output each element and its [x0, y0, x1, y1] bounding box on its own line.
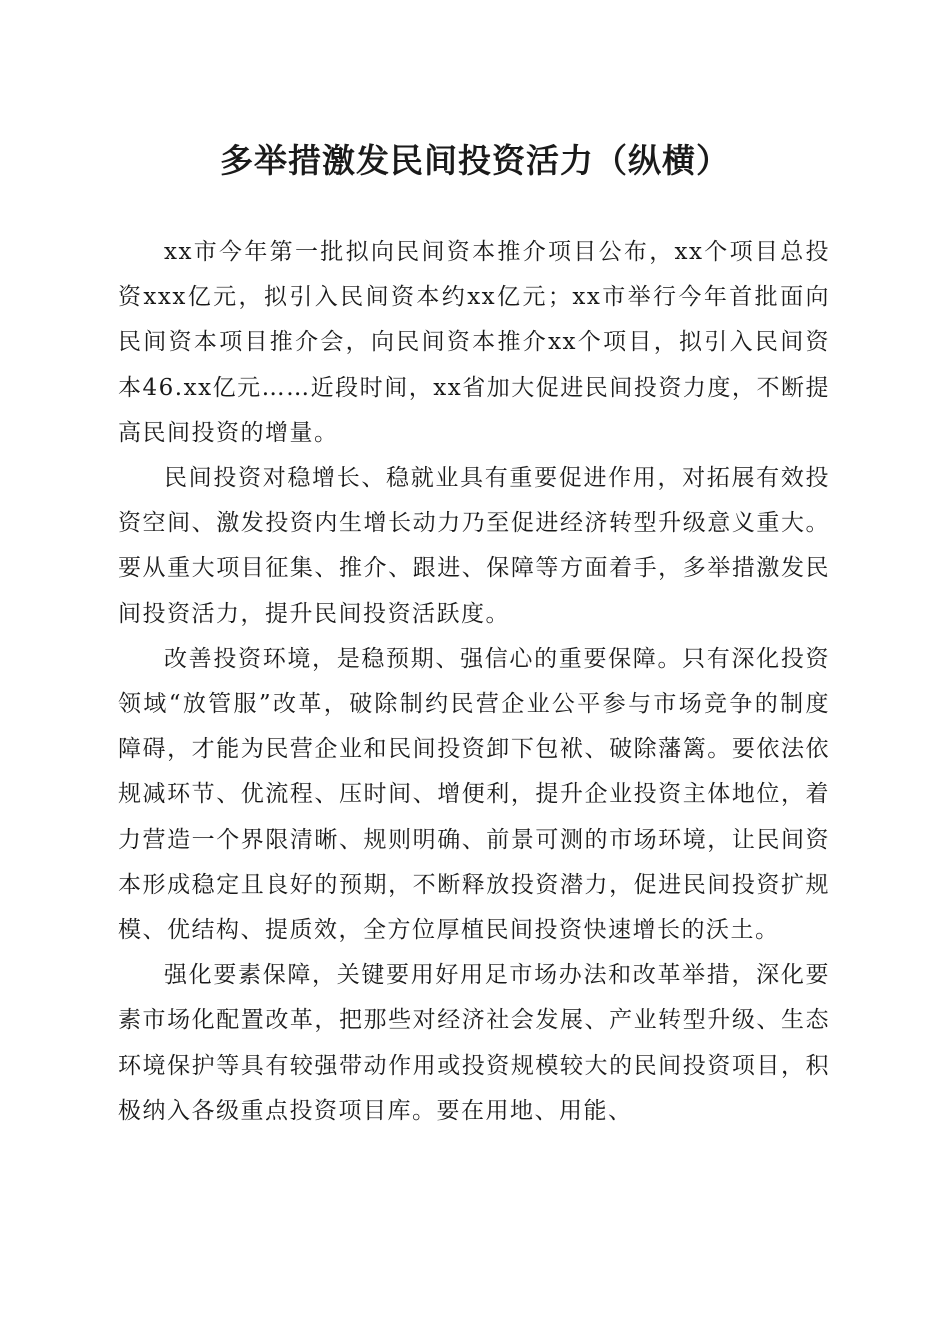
paragraph-1: xx市今年第一批拟向民间资本推介项目公布，xx个项目总投资xxx亿元，拟引入民间资本约xx亿元；xx市举行今年首批面向民间资本项目推介会，向民间资本推介xx个项目，拟引入民间资本46.xx亿元……近段时间，xx省加大促进民间投资力度，不断提高民间投资的增量。: [118, 239, 830, 446]
document-title: 多举措激发民间投资活力（纵横）: [220, 141, 730, 180]
paragraph-4: 强化要素保障，关键要用好用足市场办法和改革举措，深化要素市场化配置改革，把那些对经济社会发展、产业转型升级、生态环境保护等具有较强带动作用或投资规模较大的民间投资项目，积极纳入各级重点投资项目库。要在用地、用能、: [118, 962, 830, 1124]
paragraph-2: 民间投资对稳增长、稳就业具有重要促进作用，对拓展有效投资空间、激发投资内生增长动力乃至促进经济转型升级意义重大。要从重大项目征集、推介、跟进、保障等方面着手，多举措激发民间投资活力，提升民间投资活跃度。: [118, 465, 830, 627]
document-body: [118, 230, 830, 1134]
paragraph-3: 改善投资环境，是稳预期、强信心的重要保障。只有深化投资领域“放管服”改革，破除制约民营企业公平参与市场竞争的制度障碍，才能为民营企业和民间投资卸下包袱、破除藩篱。要依法依规减环节、优流程、压时间、增便利，提升企业投资主体地位，着力营造一个界限清晰、规则明确、前景可测的市场环境，让民间资本形成稳定且良好的预期，不断释放投资潜力，促进民间投资扩规模、优结构、提质效，全方位厚植民间投资快速增长的沃土。: [118, 645, 830, 944]
